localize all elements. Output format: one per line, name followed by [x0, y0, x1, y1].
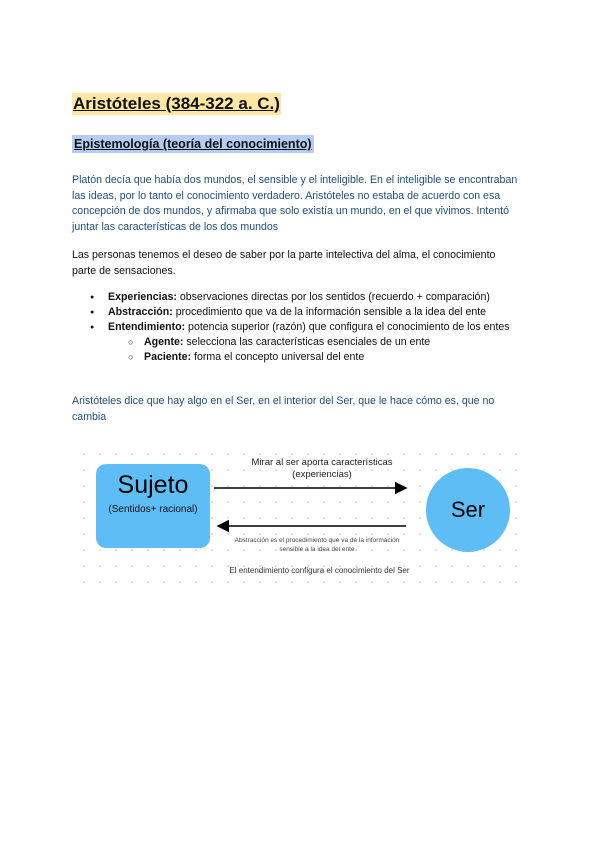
- bullet-text: observaciones directas por los sentidos (recuerdo + comparación): [176, 291, 490, 303]
- list-item: [108, 350, 522, 365]
- page-title: Aristóteles (384-322 a. C.): [73, 94, 280, 113]
- bullet-text: procedimiento que va de la información sensible a la idea del ente: [172, 306, 487, 318]
- diagram-bottom-label: El entendimiento configura el conocimiento del Ser: [229, 566, 410, 575]
- bullet-term: Paciente:: [144, 351, 192, 363]
- arrow-bottom-label: Abstracción es el procedimiento que va de la información sensible a la idea del ente: [234, 537, 400, 553]
- bullet-text: forma el concepto universal del ente: [191, 351, 365, 363]
- knowledge-diagram: [72, 440, 527, 590]
- paragraph-desire: Las personas tenemos el deseo de saber por la parte intelectiva del alma, el conocimiento parte de sensaciones.: [72, 249, 496, 277]
- list-item: [72, 290, 522, 305]
- subject-subtitle: (Sentidos+ racional): [108, 504, 198, 515]
- bullet-term: Abstracción:: [108, 306, 173, 318]
- list-item: [72, 305, 522, 320]
- bullet-term: Entendimiento:: [108, 321, 186, 333]
- paragraph-ser: Aristóteles dice que hay algo en el Ser, en el interior del Ser, que le hace cómo es, que no cambia: [72, 395, 495, 423]
- subject-title: Sujeto: [117, 471, 189, 499]
- list-item: [108, 335, 522, 350]
- list-item: [72, 320, 522, 365]
- subject-box: [96, 464, 210, 548]
- being-circle: Ser: [426, 468, 510, 552]
- bullet-term: Agente:: [144, 336, 184, 348]
- bullet-list: [72, 290, 522, 365]
- arrow-top-label: Mirar al ser aporta características (experiencias): [251, 457, 393, 480]
- bullet-term: Experiencias:: [108, 291, 177, 303]
- bullet-text: potencia superior (razón) que configura el conocimiento de los entes: [185, 321, 510, 333]
- section-subtitle: Epistemología (teoría del conocimiento): [74, 137, 312, 151]
- paragraph-plato: Platón decía que había dos mundos, el sensible y el inteligible. En el inteligible se encontraban las ideas, por lo tanto el conocimiento verdadero. Aristóteles no estaba de acuerdo con esa concepción de dos mundos, y afirmaba que solo existía un mundo, en el que vivimos. Intentó juntar las características de los dos mundos: [72, 174, 518, 233]
- sub-bullet-list: [108, 335, 522, 365]
- bullet-text: selecciona las características esenciales de un ente: [183, 336, 431, 348]
